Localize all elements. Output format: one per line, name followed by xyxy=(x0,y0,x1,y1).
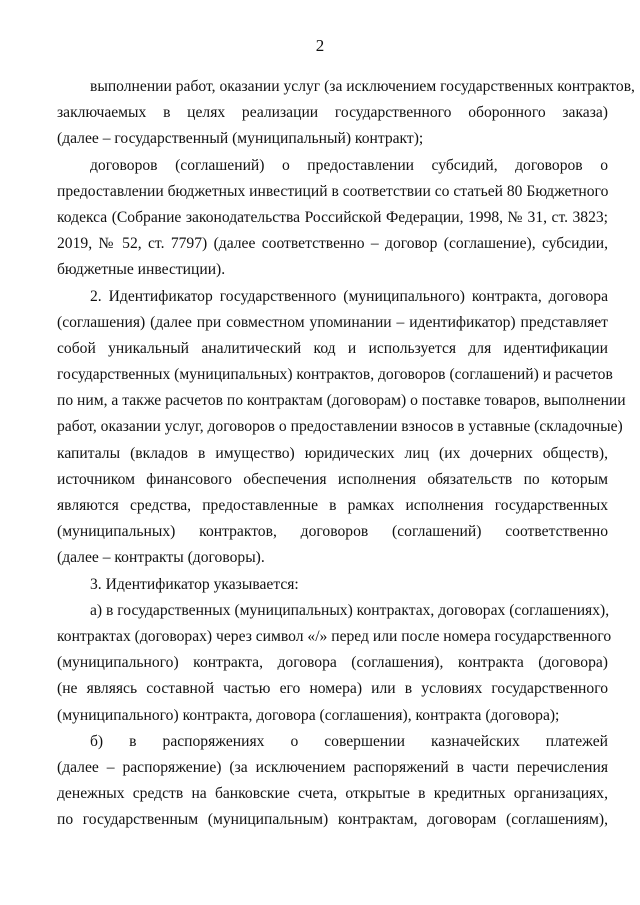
text-line: (не являясь составной частью его номера) или в условиях государственного xyxy=(57,680,608,698)
text-line: (далее – контракты (договоры). xyxy=(57,549,265,567)
text-line: 3. Идентификатор указывается: xyxy=(90,575,299,593)
text-line: (муниципальных) контрактов, договоров (соглашений) соответственно xyxy=(57,523,608,541)
paragraph xyxy=(57,729,608,834)
paragraph xyxy=(57,598,612,729)
text-line: источником финансового обеспечения исполнения обязательств по которым xyxy=(57,470,608,488)
text-line: капиталы (вкладов в имущество) юридических лиц (их дочерних обществ), xyxy=(57,444,608,462)
paragraph xyxy=(57,284,626,572)
text-line: (далее – распоряжение) (за исключением распоряжений в части перечисления xyxy=(57,758,608,776)
text-line: по ним, а также расчетов по контрактам (договорам) о поставке товаров, выполнении xyxy=(57,392,626,410)
paragraph xyxy=(57,572,608,598)
text-line: собой уникальный аналитический код и используется для идентификации xyxy=(57,339,608,357)
document-body xyxy=(57,74,635,833)
text-line: а) в государственных (муниципальных) контрактах, договорах (соглашениях), xyxy=(90,601,610,619)
text-line: б) в распоряжениях о совершении казначейских платежей xyxy=(90,732,608,750)
text-line: 2. Идентификатор государственного (муниципального) контракта, договора xyxy=(90,287,608,305)
text-line: бюджетные инвестиции). xyxy=(57,261,226,279)
text-line: (соглашения) (далее при совместном упоминании – идентификатор) представляет xyxy=(57,313,608,331)
text-line: предоставлении бюджетных инвестиций в соответствии со статьей 80 Бюджетного xyxy=(57,182,609,200)
paragraph xyxy=(57,74,635,153)
text-line: денежных средств на банковские счета, открытые в кредитных организациях, xyxy=(57,785,608,803)
text-line: (муниципального) контракта, договора (соглашения), контракта (договора); xyxy=(57,706,560,724)
text-line: заключаемых в целях реализации государственного оборонного заказа) xyxy=(57,104,608,122)
text-line: по государственным (муниципальным) контрактам, договорам (соглашениям), xyxy=(57,811,608,829)
text-line: 2019, № 52, ст. 7797) (далее соответственно – договор (соглашение), субсидии, xyxy=(57,235,608,253)
text-line: контрактах (договорах) через символ «/» перед или после номера государственного xyxy=(57,627,612,645)
page-number: 2 xyxy=(315,36,325,55)
text-line: договоров (соглашений) о предоставлении субсидий, договоров о xyxy=(90,156,608,174)
text-line: государственных (муниципальных) контрактов, договоров (соглашений) и расчетов xyxy=(57,366,613,384)
text-line: (муниципального) контракта, договора (соглашения), контракта (договора) xyxy=(57,654,608,672)
text-line: (далее – государственный (муниципальный) контракт); xyxy=(57,130,424,148)
text-line: выполнении работ, оказании услуг (за исключением государственных контрактов, xyxy=(90,78,635,95)
text-line: являются средства, предоставленные в рамках исполнения государственных xyxy=(57,497,608,514)
paragraph xyxy=(57,153,608,284)
text-line: работ, оказании услуг, договоров о предоставлении взносов в уставные (складочные) xyxy=(57,418,623,436)
text-line: кодекса (Собрание законодательства Российской Федерации, 1998, № 31, ст. 3823; xyxy=(57,208,608,226)
